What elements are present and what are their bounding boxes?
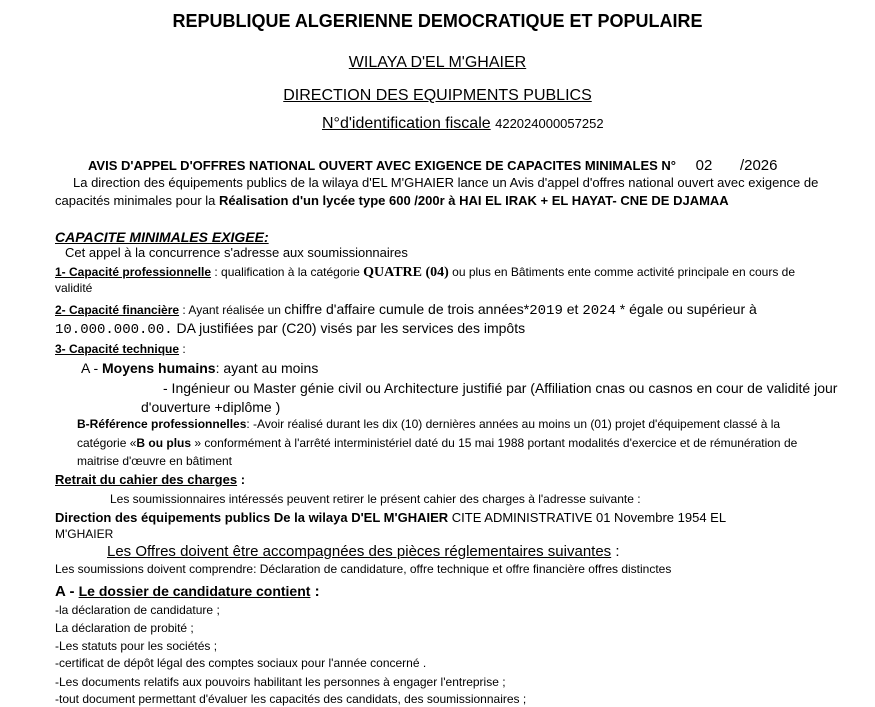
capacite-pro-text: : qualification à la catégorie (211, 265, 364, 279)
ingenieur-line1: - Ingénieur ou Master génie civil ou Architecture justifié par (Affiliation cnas ou casnos en cour de validité jour (163, 380, 838, 396)
retrait-colon: : (237, 472, 246, 487)
avis-title-line (88, 157, 778, 174)
moyens-humains-line (81, 360, 318, 376)
reference-line1 (77, 418, 780, 432)
reference-line2-post: » conformément à l'arrêté interministériel daté du 15 mai 1988 portant modalités d'exercice et de rémunération de (191, 436, 798, 450)
moyens-text: : ayant au moins (215, 360, 319, 376)
retrait-text: Les soumissionnaires intéressés peuvent retirer le présent cahier des charges à l'adresse suivante : (110, 492, 641, 506)
nif-label: N°d'identification fiscale (322, 115, 491, 132)
capacite-fin-ca: chiffre d'affaire cumule de trois années (284, 301, 524, 317)
amount-value: 10.000.000.00. (55, 322, 173, 338)
avis-intro-line2 (55, 194, 729, 209)
offres-colon: : (611, 543, 620, 560)
nif-value: 422024000057252 (495, 116, 604, 131)
reference-text: : -Avoir réalisé durant les dix (10) dernières années au moins un (01) projet d'équipement classé à la (246, 417, 781, 431)
capacite-fin-line2 (55, 320, 525, 338)
capacite-tech-label: 3- Capacité technique (55, 342, 180, 356)
project-title: Réalisation d'un lycée type 600 /200r à HAI EL IRAK + EL HAYAT- CNE DE DJAMAA (219, 193, 729, 208)
retrait-heading-line (55, 473, 245, 488)
offres-text: Les soumissions doivent comprendre: Déclaration de candidature, offre technique et offre financière offres distinctes (55, 562, 672, 576)
reference-line2-pre: catégorie « (77, 436, 137, 450)
retrait-heading: Retrait du cahier des charges (55, 472, 238, 487)
offres-heading-line (107, 543, 620, 560)
capacite-pro-label: 1- Capacité professionnelle (55, 265, 212, 279)
dossier-heading: Le dossier de candidature contient (78, 583, 311, 599)
year-end: 2024 (582, 303, 616, 319)
republic-title: REPUBLIQUE ALGERIENNE DEMOCRATIQUE ET POPULAIRE (172, 11, 703, 31)
avis-title: AVIS D'APPEL D'OFFRES NATIONAL OUVERT AVEC EXIGENCE DE CAPACITES MINIMALES N° (88, 158, 677, 173)
capacite-fin-star2: * (615, 301, 630, 317)
capacite-fin-label: 2- Capacité financière (55, 303, 180, 317)
year-start: 2019 (529, 303, 563, 319)
avis-year: /2026 (739, 157, 778, 174)
capacite-fin-text-post: égale ou supérieur à (629, 301, 757, 317)
capacite-fin-line (55, 301, 757, 319)
capacite-intro: Cet appel à la concurrence s'adresse aux soumissionnaires (65, 245, 408, 260)
dossier-item: La déclaration de probité ; (55, 621, 194, 635)
retrait-address-line1 (55, 511, 726, 526)
dossier-item: -la déclaration de candidature ; (55, 603, 220, 617)
dossier-item: -tout document permettant d'évaluer les capacités des candidats, des soumissionnaires ; (55, 692, 527, 706)
capacite-pro-text-post: ou plus en Bâtiments ente comme activité principale en cours de (448, 265, 796, 279)
retrait-address-line2: M'GHAIER (55, 527, 114, 541)
capacite-fin-line2-text: DA justifiées par (C20) visés par les services des impôts (172, 320, 526, 336)
moyens-label: Moyens humains (102, 360, 216, 376)
capacite-fin-star1: * (523, 301, 530, 317)
wilaya-title: WILAYA D'EL M'GHAIER (348, 54, 527, 71)
dossier-item: -certificat de dépôt légal des comptes sociaux pour l'année concerné . (55, 656, 427, 670)
avis-intro-text: capacités minimales pour la (55, 193, 220, 208)
capacite-heading: CAPACITE MINIMALES EXIGEE: (55, 229, 269, 245)
capacite-pro-line2: validité (55, 281, 93, 295)
categorie-value: QUATRE (04) (363, 265, 449, 280)
nif-line (322, 115, 604, 133)
capacite-pro-line (55, 265, 795, 281)
offres-heading: Les Offres doivent être accompagnées des pièces réglementaires suivantes (107, 543, 612, 560)
dossier-prefix: A - (55, 583, 79, 600)
reference-category: B ou plus (136, 436, 192, 450)
reference-label: B-Référence professionnelles (77, 417, 247, 431)
dossier-item: -Les documents relatifs aux pouvoirs habilitant les personnes à engager l'entreprise ; (55, 675, 506, 689)
retrait-address-bold: Direction des équipements publics De la wilaya D'EL M'GHAIER (55, 510, 449, 525)
capacite-tech-colon: : (179, 342, 186, 356)
dossier-item: -Les statuts pour les sociétés ; (55, 639, 218, 653)
retrait-address-text: CITE ADMINISTRATIVE 01 Novembre 1954 EL (448, 510, 727, 525)
direction-title: DIRECTION DES EQUIPMENTS PUBLICS (283, 87, 592, 104)
reference-line2 (77, 437, 797, 451)
avis-number: 02 (695, 157, 713, 174)
moyens-prefix: A - (81, 360, 103, 376)
capacite-fin-text: : Ayant réalisée un (179, 303, 285, 317)
dossier-colon: : (310, 583, 320, 600)
capacite-fin-et: et (562, 301, 583, 317)
ingenieur-line2: d'ouverture +diplôme ) (141, 399, 281, 415)
capacite-tech-line (55, 343, 186, 357)
reference-line3: maitrise d'œuvre en bâtiment (77, 454, 233, 468)
dossier-heading-line (55, 583, 320, 600)
avis-intro-line1: La direction des équipements publics de la wilaya d'EL M'GHAIER lance un Avis d'appel d'offres national ouvert avec exigence de (73, 175, 819, 190)
